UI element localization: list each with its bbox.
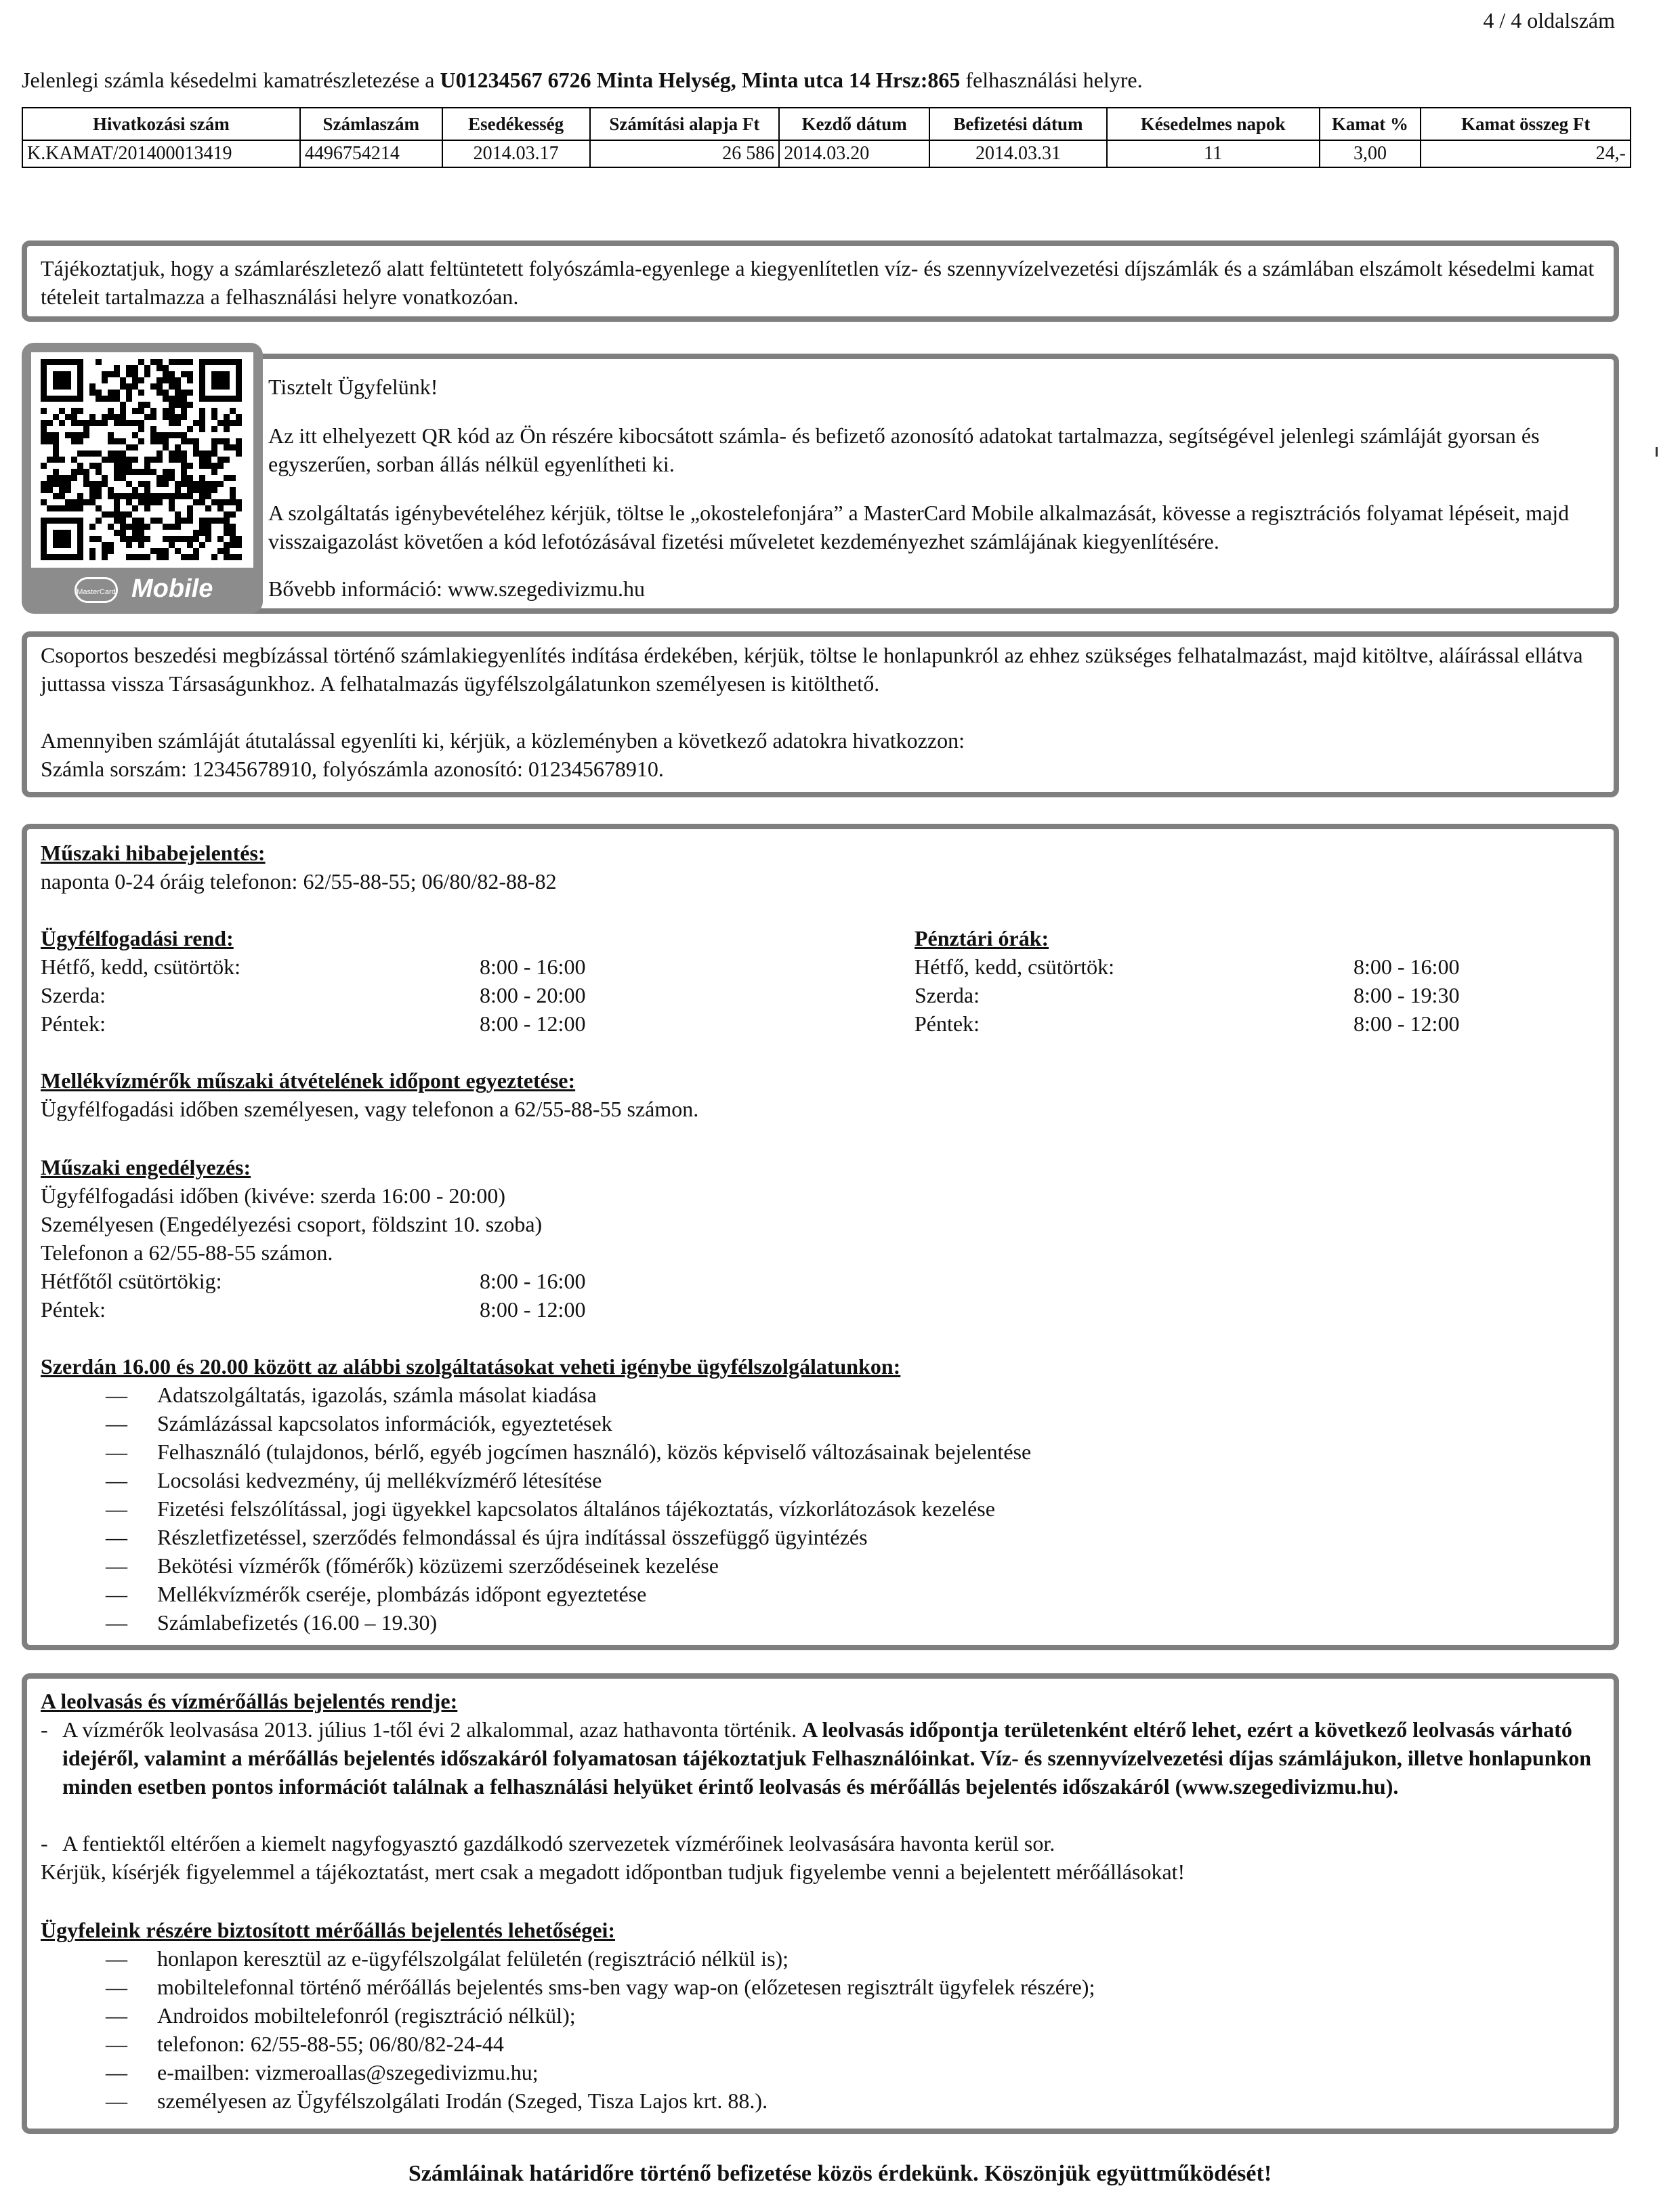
column-header: Késedelmes napok <box>1107 108 1320 140</box>
list-dash: — <box>106 1411 127 1435</box>
reception-day: Péntek: <box>41 1011 106 1036</box>
table-cell: 3,00 <box>1320 140 1421 167</box>
list-item: e-mailben: vizmeroallas@szegedivizmu.hu; <box>157 2060 539 2084</box>
list-dash: — <box>106 2060 127 2084</box>
permit-day: Péntek: <box>41 1297 106 1322</box>
page-number: 4 / 4 oldalszám <box>1483 8 1615 33</box>
margin-mark <box>1656 447 1658 457</box>
wednesday-title: Szerdán 16.00 és 20.00 között az alábbi szolgáltatásokat veheti igénybe ügyfélszolgálatunkon: <box>41 1354 901 1379</box>
list-item: Mellékvízmérők cseréje, plombázás időpont egyeztetése <box>157 1582 647 1606</box>
column-header: Hivatkozási szám <box>22 108 300 140</box>
list-item: Locsolási kedvezmény, új mellékvízmérő létesítése <box>157 1468 602 1492</box>
reading-bullet-2: A fentiektől eltérően a kiemelt nagyfogyasztó gazdálkodó szervezetek vízmérőinek leolvasására havonta kerül sor. <box>62 1831 1055 1856</box>
permit-line: Telefonon a 62/55-88-55 számon. <box>41 1240 333 1265</box>
bullet-hyphen: - <box>41 1831 48 1856</box>
options-title: Ügyfeleink részére biztosított mérőállás bejelentés lehetőségei: <box>41 1918 616 1942</box>
column-header: Számítási alapja Ft <box>590 108 780 140</box>
list-item: mobiltelefonnal történő mérőállás bejelentés sms-ben vagy wap-on (előzetesen regisztrált ügyfelek részére); <box>157 1975 1095 1999</box>
list-item: honlapon keresztül az e-ügyfélszolgálat felületén (regisztráció nélkül is); <box>157 1946 789 1971</box>
column-header: Számlaszám <box>300 108 442 140</box>
list-item: Fizetési felszólítással, jogi ügyekkel kapcsolatos általános tájékoztatás, vízkorlátozások kezelése <box>157 1496 995 1521</box>
list-dash: — <box>106 1440 127 1464</box>
cashier-time: 8:00 - 12:00 <box>1353 1011 1460 1036</box>
column-header: Esedékesség <box>442 108 590 140</box>
column-header: Kezdő dátum <box>779 108 929 140</box>
list-dash: — <box>106 1610 127 1635</box>
list-item: Felhasználó (tulajdonos, bérlő, egyéb jogcímen használó), közös képviselő változásainak bejelentése <box>157 1440 1032 1464</box>
list-dash: — <box>106 1582 127 1606</box>
list-dash: — <box>106 1383 127 1407</box>
cashier-day: Hétfő, kedd, csütörtök: <box>915 955 1115 979</box>
list-item: Számlabefizetés (16.00 – 19.30) <box>157 1610 438 1635</box>
mastercard-mobile-logo <box>22 572 263 610</box>
list-dash: — <box>106 1946 127 1971</box>
intro-line <box>22 68 1143 93</box>
interest-table <box>22 107 1631 168</box>
list-dash: — <box>106 1975 127 1999</box>
list-item: Androidos mobiltelefonról (regisztráció nélkül); <box>157 2003 576 2028</box>
list-dash: — <box>106 2032 127 2056</box>
list-dash: — <box>106 1525 127 1549</box>
intro-suffix: felhasználási helyre. <box>960 68 1143 92</box>
table-cell: 2014.03.20 <box>779 140 929 167</box>
table-cell: 2014.03.31 <box>929 140 1107 167</box>
reception-day: Szerda: <box>41 983 106 1007</box>
reading-bullet-1-plain: A vízmérők leolvasása 2013. július 1-től évi 2 alkalommal, azaz hathavonta történik. <box>62 1717 803 1742</box>
reading-note: Kérjük, kísérjék figyelemmel a tájékoztatást, mert csak a megadott időpontban tudjuk figyelembe venni a bejelentett mérőállásokat! <box>41 1860 1185 1884</box>
footer-thanks: Számláinak határidőre történő befizetése közös érdekünk. Köszönjük együttműködését! <box>408 2161 1272 2186</box>
qr-code-icon <box>31 352 253 568</box>
intro-prefix: Jelenlegi számla késedelmi kamatrészletezése a <box>22 68 440 92</box>
list-dash: — <box>106 1468 127 1492</box>
payment-paragraph-3: Számla sorszám: 12345678910, folyószámla azonosító: 012345678910. <box>41 757 664 781</box>
submeter-text: Ügyfélfogadási időben személyesen, vagy telefonon a 62/55-88-55 számon. <box>41 1097 699 1121</box>
reading-title: A leolvasás és vízmérőállás bejelentés rendje: <box>41 1689 458 1713</box>
payment-paragraph-2: Amennyiben számláját átutalással egyenlíti ki, kérjük, a közleményben a következő adatokra hivatkozzon: <box>41 728 965 753</box>
table-cell: K.KAMAT/201400013419 <box>22 140 300 167</box>
table-cell: 11 <box>1107 140 1320 167</box>
list-item: személyesen az Ügyfélszolgálati Irodán (Szeged, Tisza Lajos krt. 88.). <box>157 2089 768 2113</box>
greeting: Tisztelt Ügyfelünk! <box>268 375 438 399</box>
permit-line: Ügyfélfogadási időben (kivéve: szerda 16:00 - 20:00) <box>41 1183 506 1208</box>
permit-time: 8:00 - 12:00 <box>480 1297 586 1322</box>
fault-text: naponta 0-24 óráig telefonon: 62/55-88-55; 06/80/82-88-82 <box>41 869 557 894</box>
reception-time: 8:00 - 12:00 <box>480 1011 586 1036</box>
more-info: Bővebb információ: www.szegedivizmu.hu <box>268 577 646 601</box>
permit-line: Személyesen (Engedélyezési csoport, földszint 10. szoba) <box>41 1212 543 1236</box>
permit-title: Műszaki engedélyezés: <box>41 1155 251 1179</box>
mastercard-icon: MasterCard <box>75 577 118 603</box>
reception-time: 8:00 - 20:00 <box>480 983 586 1007</box>
cashier-time: 8:00 - 19:30 <box>1353 983 1460 1007</box>
mobile-label: Mobile <box>131 574 213 603</box>
reading-bullet-1-bold: A leolvasás időpontja területenként eltérő lehet, ezért a következő leolvasás várható idejéről, valamint a mérőállás bejelentés időszakáról folyamatosan tájékoztatjuk Felhasználóinkat. Víz- és szennyvízelvezetési díjas számlájukon, illetve honlapunkon minden esetben pontos információt találnak a felhasználási helyüket érintő leolvasás és mérőállás bejelentés időszakáról (www.szegedivizmu.hu). <box>62 1717 1592 1799</box>
reading-bullet-1 <box>62 1715 1600 1801</box>
cashier-day: Szerda: <box>915 983 980 1007</box>
list-dash: — <box>106 1496 127 1521</box>
meter-reading-box <box>22 1673 1619 2134</box>
table-row <box>22 140 1631 167</box>
service-info-box <box>22 824 1619 1650</box>
qr-panel <box>22 343 263 614</box>
column-header: Kamat összeg Ft <box>1421 108 1631 140</box>
cashier-title: Pénztári órák: <box>915 926 1049 950</box>
cashier-time: 8:00 - 16:00 <box>1353 955 1460 979</box>
reception-time: 8:00 - 16:00 <box>480 955 586 979</box>
table-cell: 24,- <box>1421 140 1631 167</box>
table-cell: 4496754214 <box>300 140 442 167</box>
cashier-day: Péntek: <box>915 1011 980 1036</box>
qr-paragraph-1: Az itt elhelyezett QR kód az Ön részére kibocsátott számla- és befizető azonosító adatokat tartalmazza, segítségével jelenlegi számláját gyorsan és egyszerűen, sorban állás nélkül egyenlítheti ki. <box>268 423 1540 476</box>
list-dash: — <box>106 2003 127 2028</box>
balance-info-box <box>22 240 1619 322</box>
balance-info-text: Tájékoztatjuk, hogy a számlarészletező alatt feltüntetett folyószámla-egyenlege a kiegyenlítetlen víz- és szennyvízelvezetési díjszámlák és a számlában elszámolt késedelmi kamat tételeit tartalmazza a felhasználási helyre vonatkozóan. <box>41 256 1595 309</box>
table-cell: 26 586 <box>590 140 780 167</box>
column-header: Kamat % <box>1320 108 1421 140</box>
permit-day: Hétfőtől csütörtökig: <box>41 1269 222 1293</box>
table-header-row <box>22 108 1631 140</box>
bullet-hyphen: - <box>41 1717 48 1742</box>
qr-info-box <box>230 354 1619 614</box>
list-item: Adatszolgáltatás, igazolás, számla másolat kiadása <box>157 1383 597 1407</box>
column-header: Befizetési dátum <box>929 108 1107 140</box>
list-item: Részletfizetéssel, szerződés felmondással és újra indítással összefüggő ügyintézés <box>157 1525 868 1549</box>
list-item: telefonon: 62/55-88-55; 06/80/82-24-44 <box>157 2032 504 2056</box>
intro-address: U01234567 6726 Minta Helység, Minta utca 14 Hrsz:865 <box>440 68 961 92</box>
table-cell: 2014.03.17 <box>442 140 590 167</box>
list-dash: — <box>106 2089 127 2113</box>
permit-time: 8:00 - 16:00 <box>480 1269 586 1293</box>
list-item: Számlázással kapcsolatos információk, egyeztetések <box>157 1411 612 1435</box>
qr-code-area <box>31 352 253 568</box>
payment-info-box <box>22 631 1619 797</box>
submeter-title: Mellékvízmérők műszaki átvételének időpont egyeztetése: <box>41 1068 576 1093</box>
reception-title: Ügyfélfogadási rend: <box>41 926 234 950</box>
payment-paragraph-1: Csoportos beszedési megbízással történő számlakiegyenlítés indítása érdekében, kérjük, töltse le honlapunkról az ehhez szükséges felhatalmazást, majd kitöltve, aláírással ellátva juttassa vissza Társaságunkhoz. A felhatalmazás ügyfélszolgálatunkon személyesen is kitölthető. <box>41 643 1583 696</box>
reception-day: Hétfő, kedd, csütörtök: <box>41 955 241 979</box>
list-item: Bekötési vízmérők (főmérők) közüzemi szerződéseinek kezelése <box>157 1553 719 1578</box>
list-dash: — <box>106 1553 127 1578</box>
fault-title: Műszaki hibabejelentés: <box>41 841 266 865</box>
qr-paragraph-2: A szolgáltatás igénybevételéhez kérjük, töltse le „okostelefonjára” a MasterCard Mobile alkalmazását, kövesse a regisztrációs folyamat lépéseit, majd visszaigazolást követően a kód lefotózásával fizetési műveletet kezdeményezhet számlájának kiegyenlítésére. <box>268 501 1570 553</box>
